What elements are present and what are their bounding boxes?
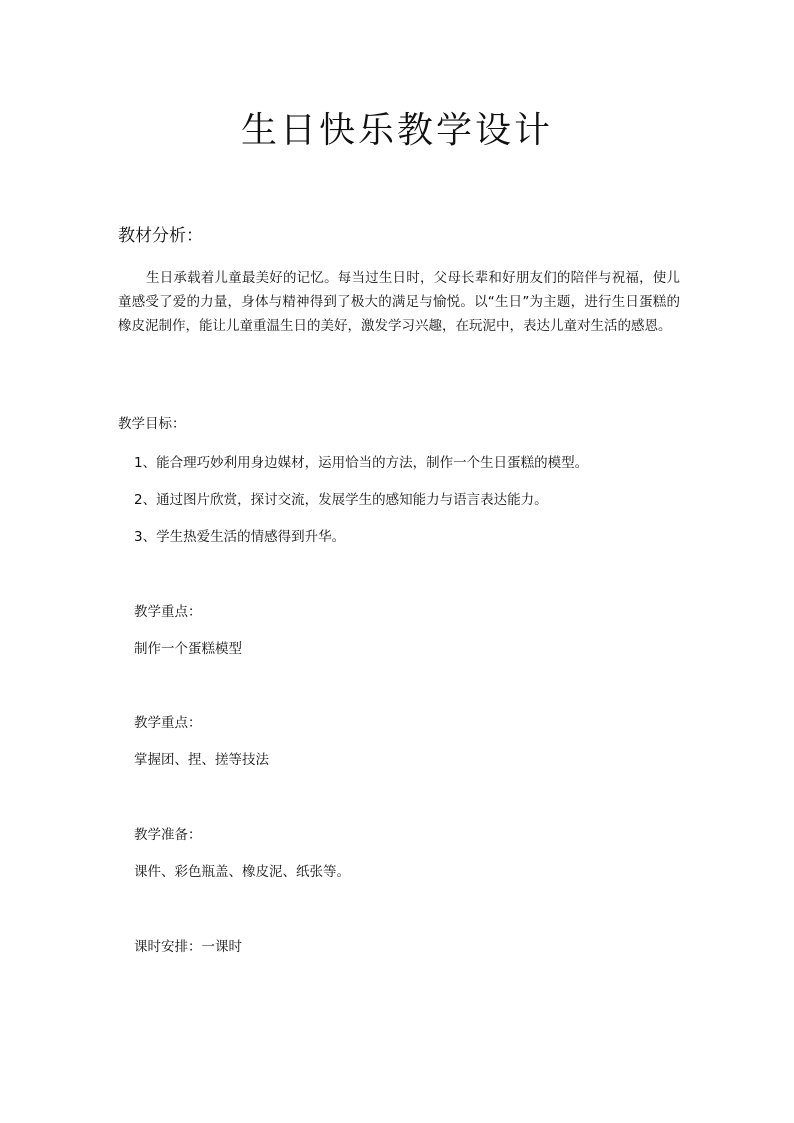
objective-item-3: 3、学生热爱生活的情感得到升华。 xyxy=(134,529,346,545)
key-point-1-content: 制作一个蛋糕模型 xyxy=(134,641,242,657)
objective-item-2: 2、通过图片欣赏，探讨交流，发展学生的感知能力与语言表达能力。 xyxy=(134,492,548,508)
material-analysis-heading: 教材分析： xyxy=(118,226,203,246)
document-title: 生日快乐教学设计 xyxy=(240,110,553,151)
key-point-1-heading: 教学重点： xyxy=(134,604,202,620)
schedule-text: 课时安排：一课时 xyxy=(134,939,242,955)
objectives-heading: 教学目标： xyxy=(118,416,186,432)
material-analysis-paragraph: 生日承载着儿童最美好的记忆。每当过生日时，父母长辈和好朋友们的陪伴与祝福，使儿童感受了爱的力量，身体与精神得到了极大的满足与愉悦。以“生日”为主题，进行生日蛋糕的橡皮泥制作，能让儿童重温生日的美好，激发学习兴趣，在玩泥中，表达儿童对生活的感恩。 xyxy=(118,270,680,334)
key-point-2-content: 掌握团、捏、搓等技法 xyxy=(134,752,269,768)
objective-item-1: 1、能合理巧妙利用身边媒材，运用恰当的方法，制作一个生日蛋糕的模型。 xyxy=(134,455,589,471)
key-point-2-heading: 教学重点： xyxy=(134,715,202,731)
preparation-content: 课件、彩色瓶盖、橡皮泥、纸张等。 xyxy=(134,864,350,880)
preparation-heading: 教学准备： xyxy=(134,827,202,843)
